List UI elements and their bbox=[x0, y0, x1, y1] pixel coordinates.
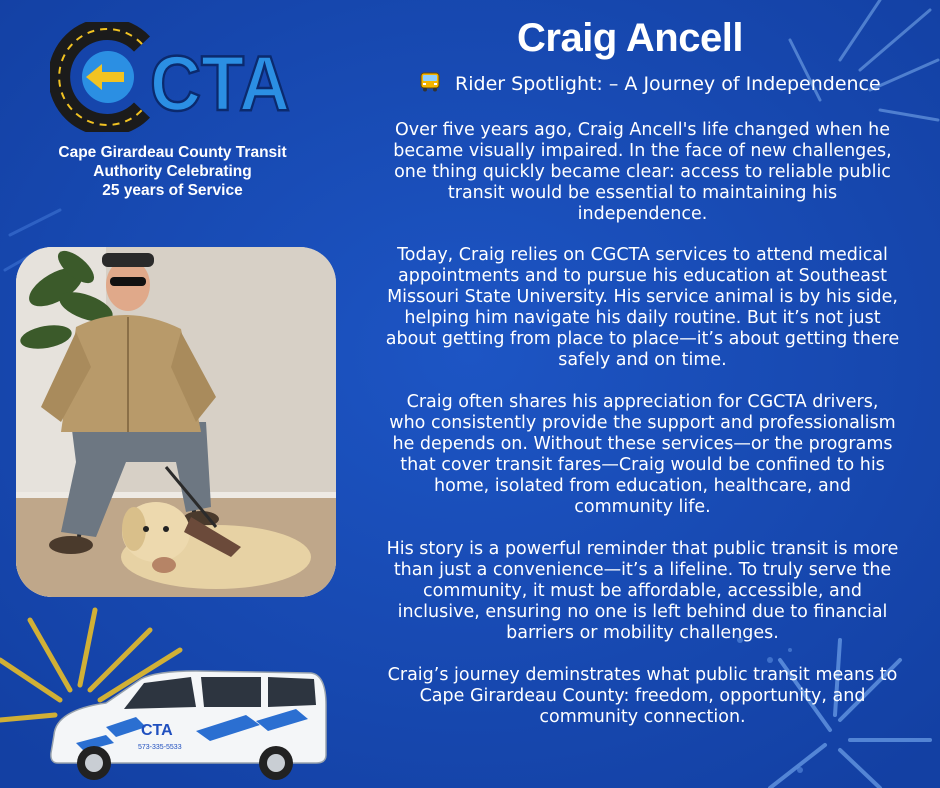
story-line: Missouri State University. His service animal is by his side, bbox=[387, 287, 898, 307]
story-paragraph-2 bbox=[355, 245, 930, 371]
organization-tagline bbox=[20, 143, 325, 200]
story-paragraph-4 bbox=[355, 539, 930, 644]
story-line: Craig’s journey deminstrates what public transit means to bbox=[387, 665, 898, 685]
story-line: Craig often shares his appreciation for CGCTA drivers, bbox=[406, 392, 879, 412]
subtitle bbox=[370, 69, 930, 100]
story-line: inclusive, ensuring no one is left behind due to financial bbox=[397, 602, 888, 622]
bus-icon bbox=[419, 74, 447, 95]
story-line: who consistently provide the support and professionalism bbox=[389, 413, 896, 433]
story-paragraph-3 bbox=[355, 392, 930, 518]
subtitle-text: Rider Spotlight: – A Journey of Independence bbox=[455, 73, 881, 95]
page-title: Craig Ancell bbox=[517, 16, 743, 60]
story-line: community connection. bbox=[539, 707, 746, 727]
rider-photo bbox=[16, 247, 336, 597]
story-line: Over five years ago, Craig Ancell's life changed when he bbox=[394, 120, 891, 140]
story-line: safely and on time. bbox=[558, 350, 727, 370]
van-phone: 573-335-5533 bbox=[138, 744, 182, 751]
story-line: became visually impaired. In the face of new challenges, bbox=[393, 141, 892, 161]
org-line: Authority Celebrating bbox=[93, 163, 252, 180]
story-line: about getting from place to place—it’s about getting there bbox=[385, 329, 900, 349]
cta-van-illustration bbox=[46, 665, 328, 783]
org-line: Cape Girardeau County Transit bbox=[58, 144, 287, 161]
story-line: community life. bbox=[574, 497, 711, 517]
story-line: His story is a powerful reminder that public transit is more bbox=[386, 539, 899, 559]
story-line: barriers or mobility challenges. bbox=[506, 623, 779, 643]
story-line: transit would be essential to maintaining his bbox=[447, 183, 838, 203]
story-line: community, it must be affordable, accessible, and bbox=[423, 581, 862, 601]
story-line: appointments and to pursue his education at Southeast bbox=[398, 266, 887, 286]
story-line: independence. bbox=[577, 204, 708, 224]
org-line: 25 years of Service bbox=[102, 182, 243, 199]
story-line: home, isolated from education, healthcare, and bbox=[434, 476, 851, 496]
story-line: Cape Girardeau County: freedom, opportunity, and bbox=[419, 686, 866, 706]
story-line: one thing quickly became clear: access to reliable public bbox=[394, 162, 891, 182]
story-line: than just a convenience—it’s a lifeline. To truly serve the bbox=[393, 560, 892, 580]
story-line: that cover transit fares—Craig would be confined to his bbox=[400, 455, 885, 475]
cta-logo bbox=[50, 22, 300, 132]
logo-text: CTA bbox=[150, 39, 290, 127]
story-paragraph-5 bbox=[355, 665, 930, 728]
van-logo-text: CTA bbox=[141, 722, 173, 739]
story-line: he depends on. Without these services—or the programs bbox=[392, 434, 893, 454]
story-line: helping him navigate his daily routine. But it’s not just bbox=[404, 308, 881, 328]
story-paragraph-1 bbox=[355, 120, 930, 225]
story-line: Today, Craig relies on CGCTA services to attend medical bbox=[397, 245, 888, 265]
